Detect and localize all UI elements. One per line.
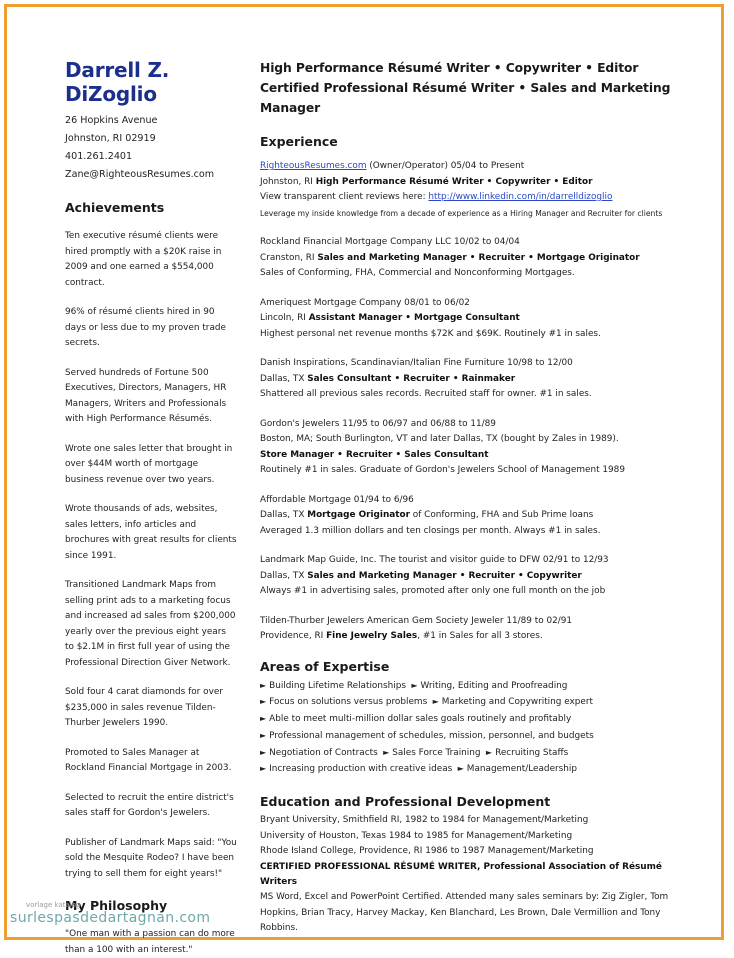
expertise-item: Sales Force Training [392,747,481,758]
expertise-item: Professional management of schedules, mission, personnel, and budgets [269,730,594,741]
job-location: Cranston, RI [260,252,318,263]
job-entry [260,159,700,221]
expertise-item: Able to meet multi-million dollar sales goals routinely and profitably [269,714,572,725]
job-entry [260,417,700,479]
job-location: Boston, MA; South Burlington, VT and later Dallas, TX (bought by Zales in 1989). [260,434,619,444]
arrow-icon: ► [260,680,267,690]
expertise-item: Management/Leadership [466,764,578,775]
philosophy-quote: "One man with a passion can do more than a 100 with an interest." [65,929,235,955]
arrow-icon: ► [260,697,267,707]
expertise-row [260,761,700,778]
job-detail: Sales of Conforming, FHA, Commercial and Nonconforming Mortgages. [260,268,575,278]
contact-block [65,112,237,184]
expertise-row [260,694,700,711]
education-heading: Education and Professional Development [260,794,551,810]
education-list [260,813,700,936]
achievement-item: Ten executive résumé clients were hired promptly with a $20K raise in 2009 and one earned a $554,000 contract. [65,231,222,288]
arrow-icon: ► [408,680,418,690]
expertise-item: Writing, Editing and Proofreading [420,680,568,691]
headline-title: High Performance Résumé Writer • Copywriter • Editor [260,61,639,75]
job-title: Sales and Marketing Manager • Recruiter • Copywriter [307,570,582,581]
linkedin-link[interactable]: http://www.linkedin.com/in/darrelldizoglio [428,192,613,202]
website-link[interactable]: RighteousResumes.com [260,161,367,171]
job-location: Dallas, TX [260,373,308,384]
job-entry [260,235,700,282]
headline-subtitle: Certified Professional Résumé Writer • Sales and Marketing Manager [260,81,671,115]
achievement-item: Publisher of Landmark Maps said: "You sold the Mesquite Rodeo? I have been trying to sell them for eight years!" [65,837,237,879]
training-summary: MS Word, Excel and PowerPoint Certified. Attended many sales seminars by: Zig Zigler, Tom Hopkins, Brian Tracy, Harvey Mackay, Ken Blanchard, Les Brown, Dale Vermillion and Tony Robbins. [260,892,669,934]
experience-heading: Experience [260,134,338,149]
achievement-item: Transitioned Landmark Maps from selling print ads to a marketing focus and increased ad sales from $200,000 yearly over the previous eight years to $2.1M in first full year of using the Professional Direction Giver Network. [65,580,236,668]
job-employer: Ameriquest Mortgage Company 08/01 to 06/02 [260,297,470,308]
arrow-icon: ► [260,714,267,724]
expertise-item: Building Lifetime Relationships [269,680,406,691]
job-location: Lincoln, RI [260,313,309,323]
job-location: Johnston, RI [260,176,316,187]
job-employer: Landmark Map Guide, Inc. The tourist and visitor guide to DFW 02/91 to 12/93 [260,555,609,565]
arrow-icon: ► [380,747,390,757]
job-title: Fine Jewelry Sales [326,631,418,641]
job-employer: Rockland Financial Mortgage Company LLC 10/02 to 04/04 [260,237,520,247]
job-title: Assistant Manager • Mortgage Consultant [308,313,520,323]
job-detail: Shattered all previous sales records. Recruited staff for owner. #1 in sales. [260,389,592,399]
job-employer: Affordable Mortgage 01/94 to 6/96 [260,494,414,505]
job-entry [260,356,700,403]
job-entry [260,296,700,343]
job-title: High Performance Résumé Writer • Copywriter • Editor [315,176,593,187]
job-entry [260,493,700,540]
phone-number: 401.261.2401 [65,151,133,162]
expertise-row [260,728,700,745]
email-address: Zane@RighteousResumes.com [65,169,215,180]
job-entry [260,553,700,600]
address-street: 26 Hopkins Avenue [65,115,158,126]
expertise-heading: Areas of Expertise [260,658,390,674]
job-detail: Always #1 in advertising sales, promoted after only one full month on the job [260,586,606,596]
arrow-icon: ► [455,764,464,774]
education-item: Bryant University, Smithfield RI, 1982 to 1984 for Management/Marketing [260,815,589,826]
arrow-icon: ► [483,747,493,757]
achievement-item: Selected to recruit the entire district's sales staff for Gordon's Jewelers. [65,792,234,818]
job-detail: View transparent client reviews here: [260,192,429,202]
job-title-suffix: of Conforming, FHA and Sub Prime loans [409,510,594,520]
achievement-item: 96% of résumé clients hired in 90 days or less due to my proven trade secrets. [65,307,226,348]
watermark-small: vorlage katalog [26,901,81,909]
job-detail: Averaged 1.3 million dollars and ten closings per month. Always #1 in sales. [260,525,601,536]
job-employer: Tilden-Thurber Jewelers American Gem Society Jeweler 11/89 to 02/91 [260,615,573,626]
achievement-item: Wrote one sales letter that brought in over $44M worth of mortgage business revenue over two years. [65,443,233,485]
address-city: Johnston, RI 02919 [65,133,156,144]
job-title: Store Manager • Recruiter • Sales Consultant [260,449,489,460]
job-detail: Routinely #1 in sales. Graduate of Gordon's Jewelers School of Management 1989 [260,465,625,475]
achievement-item: Promoted to Sales Manager at Rockland Financial Mortgage in 2003. [65,747,232,773]
achievement-item: Served hundreds of Fortune 500 Executives, Directors, Managers, HR Managers, Writers and Professionals with High Performance Résumés. [65,367,227,424]
certification: CERTIFIED PROFESSIONAL RÉSUMÉ WRITER, Professional Association of Résumé Writers [260,861,662,887]
job-location: Providence, RI [260,631,327,641]
job-title-suffix: , #1 in Sales for all 3 stores. [417,631,543,641]
left-column [65,58,237,958]
arrow-icon: ► [260,730,267,740]
right-column [260,58,700,937]
job-title: Sales Consultant • Recruiter • Rainmaker [307,373,516,384]
expertise-list [260,678,700,779]
expertise-item: Recruiting Staffs [495,747,569,758]
achievements-heading: Achievements [65,200,165,215]
job-detail: Highest personal net revenue months $72K and $69K. Routinely #1 in sales. [260,328,601,339]
expertise-item: Negotiation of Contracts [269,747,378,758]
arrow-icon: ► [260,747,267,757]
job-title: Sales and Marketing Manager • Recruiter • Mortgage Originator [317,252,640,263]
education-item: University of Houston, Texas 1984 to 1985 for Management/Marketing [260,830,573,841]
expertise-item: Focus on solutions versus problems [269,697,428,708]
expertise-item: Increasing production with creative ideas [269,764,453,775]
job-employer: Danish Inspirations, Scandinavian/Italian Fine Furniture 10/98 to 12/00 [260,358,573,368]
achievement-item: Sold four 4 carat diamonds for over $235,000 in sales revenue Tilden-Thurber Jewelers 1990. [65,687,223,728]
philosophy-heading: My Philosophy [65,898,168,913]
arrow-icon: ► [260,764,267,774]
expertise-row [260,711,700,728]
achievement-item: Wrote thousands of ads, websites, sales letters, info articles and brochures with great results for clients since 1991. [65,504,237,561]
job-dates: (Owner/Operator) 05/04 to Present [366,161,525,171]
job-location: Dallas, TX [260,510,308,520]
arrow-icon: ► [430,697,439,707]
education-item: Rhode Island College, Providence, RI 1986 to 1987 Management/Marketing [260,846,594,857]
job-note: Leverage my inside knowledge from a decade of experience as a Hiring Manager and Recruiter for clients [260,208,663,218]
expertise-row [260,745,700,762]
job-employer: Gordon's Jewelers 11/95 to 06/97 and 06/88 to 11/89 [260,418,496,429]
watermark-site: surlespasdedartagnan.com [10,910,211,926]
job-entry [260,614,700,645]
expertise-row [260,678,700,695]
candidate-name: Darrell Z. DiZoglio [65,58,170,106]
job-location: Dallas, TX [260,570,308,581]
expertise-item: Marketing and Copywriting expert [441,697,593,708]
job-title: Mortgage Originator [307,510,410,520]
